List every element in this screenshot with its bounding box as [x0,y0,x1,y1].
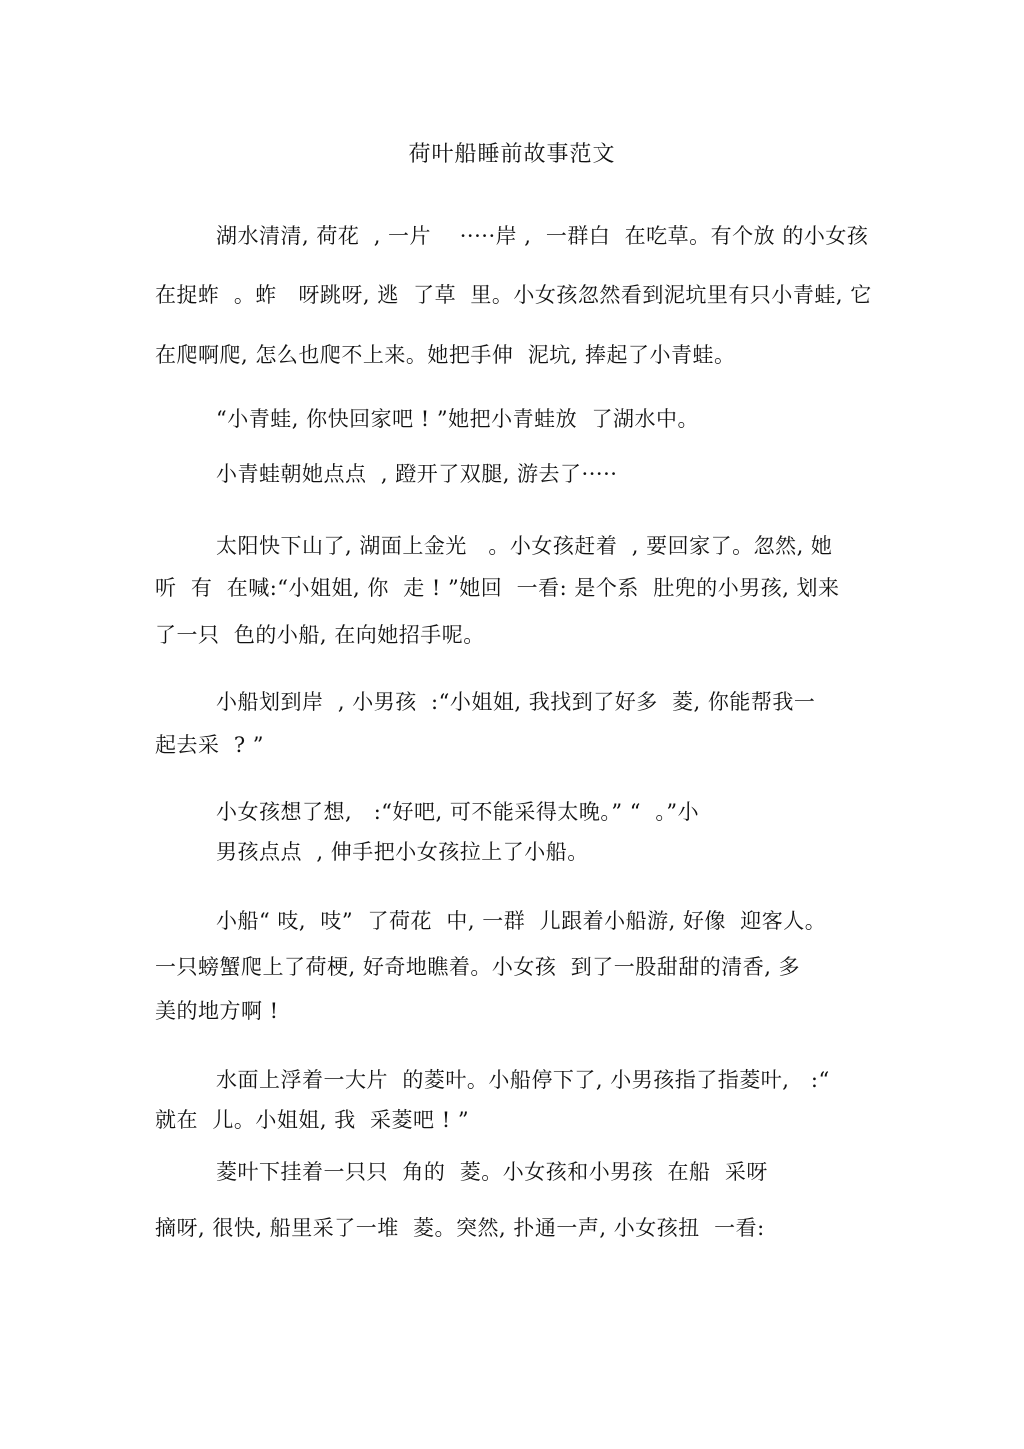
text-line: 听 有 在喊:“小姐姐, 你 走 ! ”她回 一看: 是个系 肚兜的小男孩, 划来 [155,576,840,600]
text-line: 起去采 ? ” [155,733,265,757]
text-line: 就在 儿。小姐姐, 我 采菱吧 ! ” [155,1108,470,1132]
text-line: 一只螃蟹爬上了荷梗, 好奇地瞧着。小女孩 到了一股甜甜的清香, 多 [155,955,801,979]
text-line: 太阳快下山了, 湖面上金光 。小女孩赶着 , 要回家了。忽然, 她 [216,534,833,558]
text-line: 小女孩想了想, :“好吧, 可不能采得太晚。” “ 。”小 [216,800,700,824]
text-line: 男孩点点 , 伸手把小女孩拉上了小船。 [216,840,589,864]
text-line: 水面上浮着一大片 的菱叶。小船停下了, 小男孩指了指菱叶, :“ [216,1068,830,1092]
text-line: 在爬啊爬, 怎么也爬不上来。她把手伸 泥坑, 捧起了小青蛙。 [155,343,736,367]
text-line: 摘呀, 很快, 船里采了一堆 菱。突然, 扑通一声, 小女孩扭 一看: [155,1216,765,1240]
text-line: 小青蛙朝她点点 , 蹬开了双腿, 游去了····· [216,462,618,486]
text-line: 美的地方啊 ! [155,999,279,1023]
text-line: “小青蛙, 你快回家吧 ! ”她把小青蛙放 了湖水中。 [216,407,699,431]
text-line: 小船划到岸 , 小男孩 :“小姐姐, 我找到了好多 菱, 你能帮我一 [216,690,816,714]
text-line: 小船“ 吱, 吱” 了荷花 中, 一群 儿跟着小船游, 好像 迎客人。 [216,909,827,933]
text-line: 在捉蚱 。蚱 呀跳呀, 逃 了草 里。小女孩忽然看到泥坑里有只小青蛙, 它 [155,283,872,307]
text-line: 菱叶下挂着一只只 角的 菱。小女孩和小男孩 在船 采呀 [216,1160,768,1184]
text-line: 了一只 色的小船, 在向她招手呢。 [155,623,485,647]
document-title: 荷叶船睡前故事范文 [408,142,616,167]
text-line: 湖水清清, 荷花 , 一片 ·····岸 , 一群白 在吃草。有个放 的小女孩 [216,224,869,248]
